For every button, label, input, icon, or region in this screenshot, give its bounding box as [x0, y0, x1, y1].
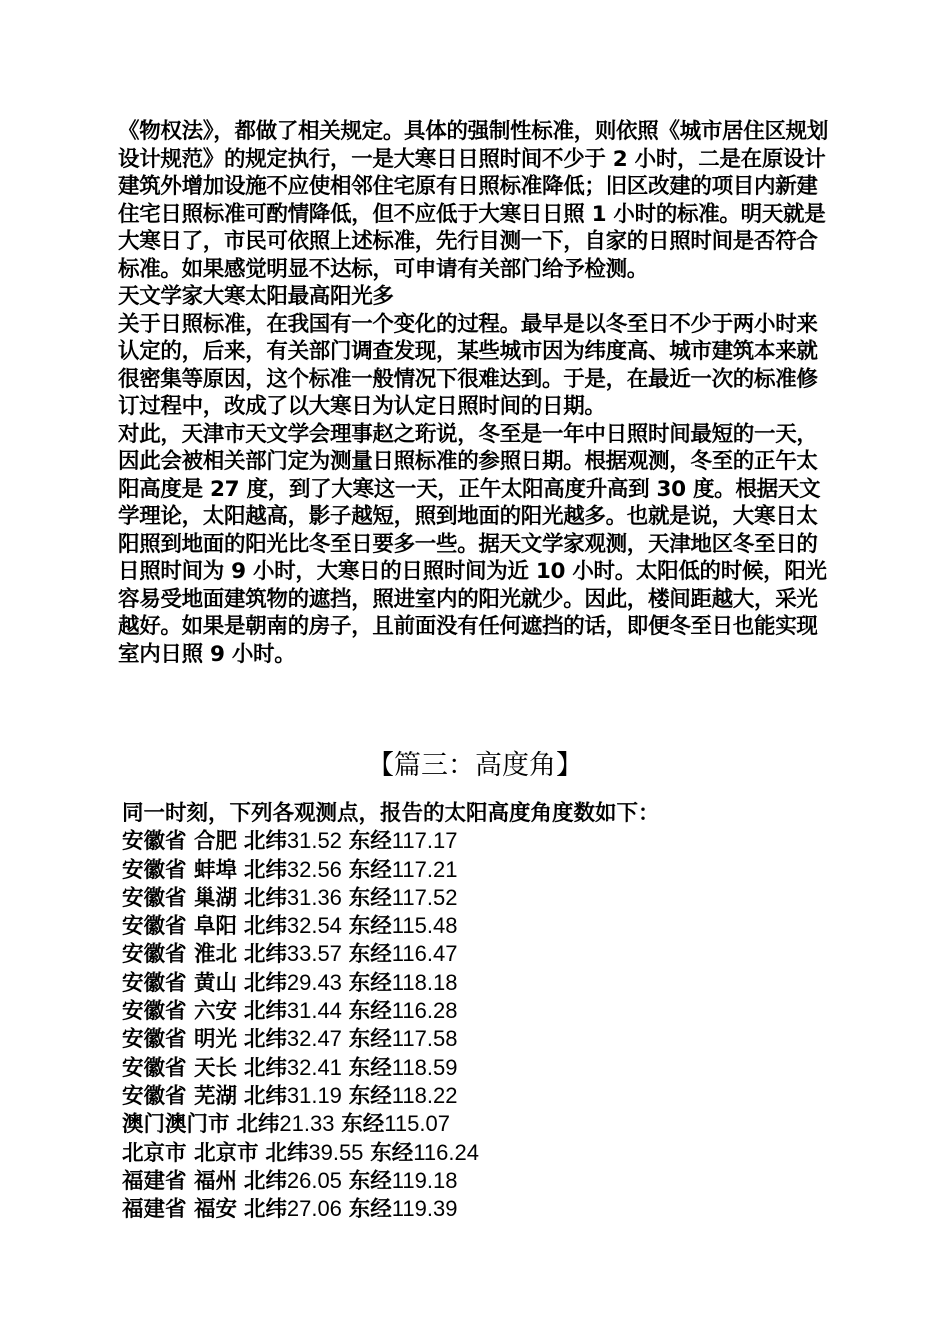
paragraph-3: 对此，天津市天文学会理事赵之珩说，冬至是一年中日照时间最短的一天，因此会被相关部门定为测量日照标准的参照日期。根据观测，冬至的正午太阳高度是 27 度，到了大寒这一天，正午太阳高度升高到 30 度。根据天文学理论，太阳越高，影子越短，照到地面的阳光越多。也就是说，大寒日太阳照到地面的阳光比冬至日要多一些。据天文学家观测，天津地区冬至日的日照时间为 9 小时，大寒日的日照时间为近 10 小时。太阳低的时候，阳光容易受地面建筑物的遮挡，照进室内的阳光就少。因此，楼间距越大，采光越好。如果是朝南的房子，且前面没有任何遮挡的话，即便冬至日也能实现室内日照 9 小时。: [118, 421, 827, 667]
station-place: 安徽省 黄山: [122, 970, 237, 996]
station-place: 安徽省 淮北: [122, 942, 237, 968]
latitude-label: 北纬: [243, 857, 287, 883]
station-place: 安徽省 阜阳: [122, 914, 237, 940]
longitude-value: 117.17: [391, 828, 458, 854]
longitude-value: 118.18: [391, 969, 458, 995]
longitude-label: 东经: [348, 914, 392, 940]
station-place: 安徽省 明光: [122, 1027, 237, 1053]
subheading: 天文学家大寒太阳最高阳光多: [118, 284, 394, 309]
longitude-label: 东经: [348, 1055, 392, 1081]
longitude-label: 东经: [348, 829, 392, 855]
latitude-label: 北纬: [243, 970, 287, 996]
longitude-label: 东经: [348, 942, 392, 968]
latitude-label: 北纬: [243, 1168, 287, 1194]
longitude-value: 117.21: [391, 856, 458, 882]
latitude-value: 32.47: [286, 1026, 342, 1052]
longitude-label: 东经: [348, 857, 392, 883]
latitude-label: 北纬: [243, 914, 287, 940]
longitude-value: 116.47: [391, 941, 458, 967]
longitude-value: 116.24: [413, 1139, 479, 1165]
latitude-value: 33.57: [286, 941, 342, 967]
longitude-label: 东经: [348, 1168, 392, 1194]
latitude-label: 北纬: [265, 1140, 309, 1166]
longitude-value: 116.28: [391, 998, 458, 1024]
longitude-label: 东经: [348, 1197, 392, 1223]
latitude-label: 北纬: [243, 885, 287, 911]
latitude-value: 32.41: [286, 1054, 342, 1080]
paragraph-2: 关于日照标准，在我国有一个变化的过程。最早是以冬至日不少于两小时来认定的，后来，有关部门调查发现，某些城市因为纬度高、城市建筑本来就很密集等原因，这个标准一般情况下很难达到。于是，在最近一次的标准修订过程中，改成了以大寒日为认定日照时间的日期。: [118, 311, 818, 419]
list-item: [122, 1110, 822, 1138]
intro-paragraph: 《物权法》，都做了相关规定。具体的强制性标准，则依照《城市居住区规划设计规范》的规定执行，一是大寒日日照时间不少于 2 小时，二是在原设计建筑外增加设施不应使相邻住宅原有日照标准降低；旧区改建的项目内新建住宅日照标准可酌情降低，但不应低于大寒日日照 1 小时的标准。明天就是大寒日了，市民可依照上述标准，先行目测一下，自家的日照时间是否符合标准。如果感觉明显不达标，可申请有关部门给予检测。: [118, 119, 829, 282]
list-intro: 同一时刻，下列各观测点，报告的太阳高度角度数如下：: [122, 801, 660, 826]
station-place: 安徽省 合肥: [122, 829, 237, 855]
list-item: [122, 997, 822, 1025]
list-item: [122, 969, 822, 997]
list-item: [122, 1167, 822, 1195]
latitude-value: 32.54: [286, 913, 342, 939]
latitude-value: 27.06: [286, 1196, 342, 1222]
section-title: 【篇三：高度角】: [367, 750, 583, 781]
longitude-value: 115.07: [384, 1111, 450, 1137]
list-item: [122, 912, 822, 940]
list-item: [122, 940, 822, 968]
station-place: 安徽省 蚌埠: [122, 857, 237, 883]
latitude-value: 32.56: [286, 856, 342, 882]
station-place: 安徽省 六安: [122, 999, 237, 1025]
station-place: 安徽省 巢湖: [122, 885, 237, 911]
list-item: [122, 827, 822, 855]
longitude-label: 东经: [348, 885, 392, 911]
latitude-label: 北纬: [243, 942, 287, 968]
longitude-label: 东经: [348, 999, 392, 1025]
latitude-label: 北纬: [243, 1083, 287, 1109]
longitude-value: 118.59: [391, 1054, 458, 1080]
latitude-value: 29.43: [286, 969, 342, 995]
longitude-value: 117.52: [391, 884, 458, 910]
station-place: 北京市 北京市: [122, 1140, 259, 1166]
latitude-label: 北纬: [243, 999, 287, 1025]
latitude-value: 31.36: [286, 884, 342, 910]
station-place: 福建省 福州: [122, 1168, 237, 1194]
latitude-label: 北纬: [243, 1197, 287, 1223]
station-place: 安徽省 天长: [122, 1055, 237, 1081]
longitude-value: 118.22: [391, 1082, 458, 1108]
list-item: [122, 856, 822, 884]
station-place: 澳门澳门市: [122, 1112, 230, 1138]
latitude-label: 北纬: [243, 829, 287, 855]
latitude-value: 26.05: [286, 1167, 342, 1193]
latitude-label: 北纬: [243, 1027, 287, 1053]
longitude-label: 东经: [348, 970, 392, 996]
longitude-label: 东经: [348, 1027, 392, 1053]
latitude-label: 北纬: [236, 1112, 280, 1138]
list-item: [122, 1195, 822, 1223]
latitude-value: 21.33: [279, 1111, 335, 1137]
station-place: 福建省 福安: [122, 1197, 237, 1223]
longitude-value: 119.39: [391, 1196, 458, 1222]
longitude-value: 115.48: [391, 913, 458, 939]
list-item: [122, 1025, 822, 1053]
station-rows: [122, 827, 822, 1223]
longitude-label: 东经: [341, 1112, 385, 1138]
station-list: [122, 800, 822, 1223]
list-item: [122, 1139, 822, 1167]
latitude-value: 39.55: [308, 1139, 364, 1165]
longitude-label: 东经: [370, 1140, 414, 1166]
list-item: [122, 884, 822, 912]
latitude-value: 31.19: [286, 1082, 342, 1108]
longitude-value: 119.18: [391, 1167, 458, 1193]
latitude-value: 31.44: [286, 998, 342, 1024]
station-place: 安徽省 芜湖: [122, 1083, 237, 1109]
body-text-block: [118, 118, 838, 668]
latitude-label: 北纬: [243, 1055, 287, 1081]
list-item: [122, 1082, 822, 1110]
latitude-value: 31.52: [286, 828, 342, 854]
longitude-value: 117.58: [391, 1026, 458, 1052]
longitude-label: 东经: [348, 1083, 392, 1109]
list-item: [122, 1054, 822, 1082]
